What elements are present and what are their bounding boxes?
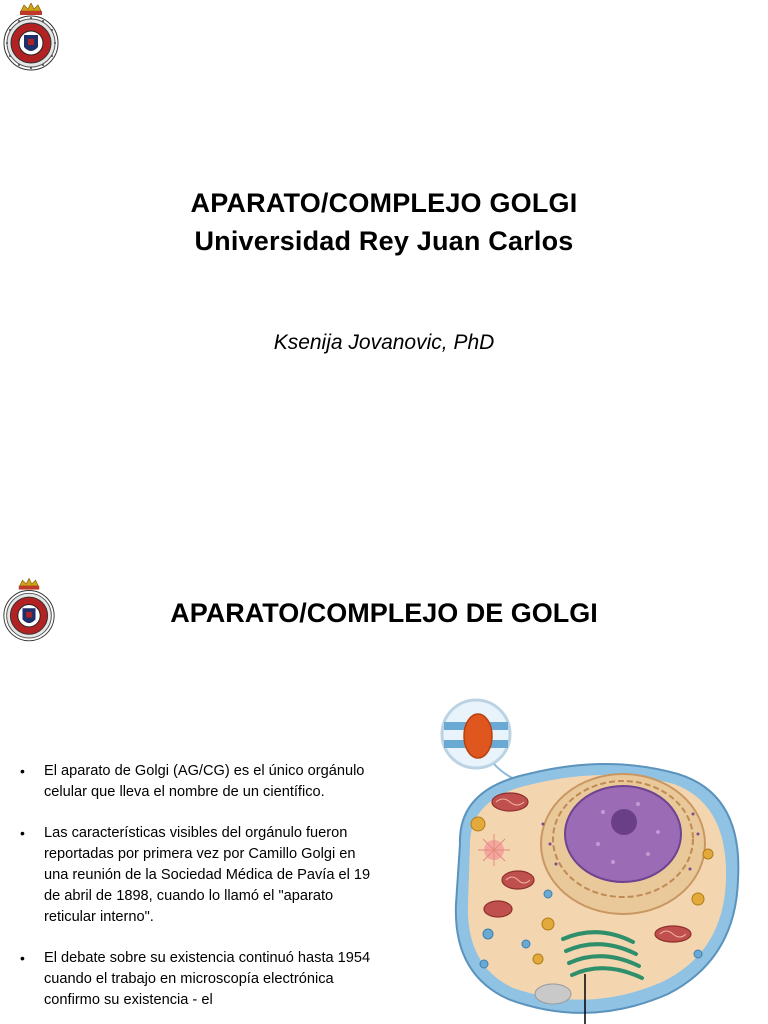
- bullet-item: • El aparato de Golgi (AG/CG) es el único orgánulo celular que lleva el nombre de un científico.: [18, 761, 373, 803]
- bullet-list: [18, 761, 373, 1024]
- title-line-1: APARATO/COMPLEJO GOLGI: [190, 188, 578, 218]
- content-slide: [0, 576, 768, 1024]
- title-line-2: Universidad Rey Juan Carlos: [194, 226, 574, 256]
- bullet-item: • Las características visibles del orgánulo fueron reportadas por primera vez por Camillo Golgi en una reunión de la Sociedad Médica de Pavía el 19 de abril de 1898, cuando lo llamó el "aparato reticular interno".: [18, 823, 373, 928]
- slide-title: APARATO/COMPLEJO DE GOLGI: [170, 598, 598, 628]
- author-name: Ksenija Jovanovic, PhD: [273, 331, 495, 354]
- cell-illustration: [398, 694, 750, 1024]
- bullet-item: • El debate sobre su existencia continuó hasta 1954 cuando el trabajo en microscopía electrónica confirmo su existencia - el: [18, 948, 373, 1011]
- slide-title: [0, 184, 768, 260]
- university-seal-icon: [2, 3, 60, 73]
